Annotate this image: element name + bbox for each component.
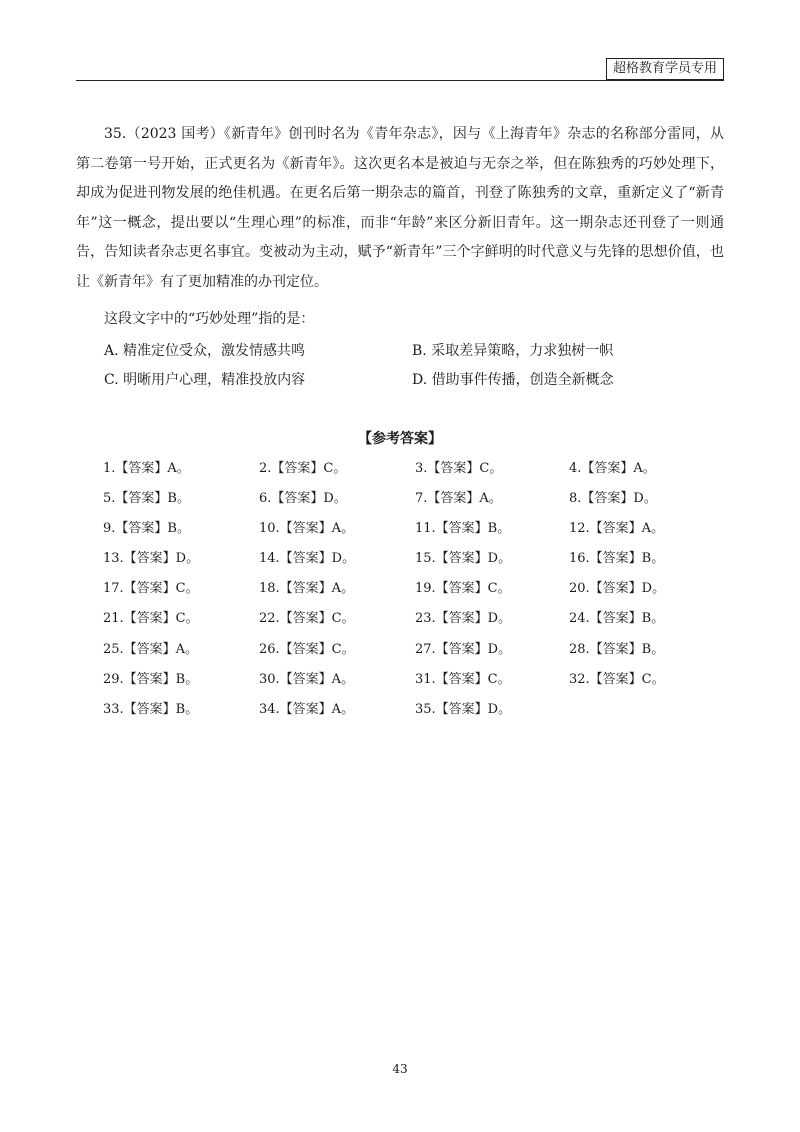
answer-item: 6.【答案】D。 xyxy=(259,491,347,507)
answers-grid xyxy=(103,458,723,729)
answer-item: 27.【答案】D。 xyxy=(415,641,512,657)
answer-item: 25.【答案】A。 xyxy=(103,641,199,657)
answer-item: 12.【答案】A。 xyxy=(569,521,665,537)
answer-item: 11.【答案】B。 xyxy=(415,521,511,537)
answer-item: 1.【答案】A。 xyxy=(103,461,190,476)
answer-item: 33.【答案】B。 xyxy=(103,701,199,717)
option-a: A. 精准定位受众，激发情感共鸣 xyxy=(104,343,306,359)
answer-item: 29.【答案】B。 xyxy=(103,671,199,687)
answer-item: 35.【答案】D。 xyxy=(415,701,512,717)
answer-item: 15.【答案】D。 xyxy=(415,551,512,567)
answer-item: 21.【答案】C。 xyxy=(103,611,199,627)
answer-item: 13.【答案】D。 xyxy=(103,551,200,567)
answer-item: 34.【答案】A。 xyxy=(259,701,355,717)
answer-item: 2.【答案】C。 xyxy=(259,461,347,476)
answer-item: 10.【答案】A。 xyxy=(259,521,355,537)
answer-item: 17.【答案】C。 xyxy=(103,581,199,597)
question-prompt: 这段文字中的“巧妙处理”指的是： xyxy=(104,311,315,327)
answer-item: 16.【答案】B。 xyxy=(569,551,665,567)
option-d: D. 借助事件传播，创造全新概念 xyxy=(412,372,614,388)
answer-item: 26.【答案】C。 xyxy=(259,641,355,657)
answer-item: 5.【答案】B。 xyxy=(103,491,190,507)
option-c: C. 明晰用户心理，精准投放内容 xyxy=(104,372,306,388)
answer-item: 23.【答案】D。 xyxy=(415,611,512,627)
answer-item: 3.【答案】C。 xyxy=(415,461,503,476)
answer-item: 14.【答案】D。 xyxy=(259,551,356,567)
option-b: B. 采取差异策略，力求独树一帜 xyxy=(412,343,614,359)
header-badge: 超格教育学员专用 xyxy=(606,58,724,80)
answer-item: 28.【答案】B。 xyxy=(569,641,665,657)
answer-item: 8.【答案】D。 xyxy=(569,491,657,507)
answers-title: 【参考答案】 xyxy=(358,431,442,447)
answer-item: 20.【答案】D。 xyxy=(569,581,666,597)
question-text: 35.（2023 国考）《新青年》创刊时名为《青年杂志》，因与《上海青年》杂志的名称部分雷同，从第二卷第一号开始，正式更名为《新青年》。这次更名本是被迫与无奈之举，但在陈独秀的巧妙处理下，却成为促进刊物发展的绝佳机遇。在更名后第一期杂志的篇首，刊登了陈独秀的文章，重新定义了“新青年”这一概念，提出要以“生理心理”的标准，而非“年龄”来区分新旧青年。这一期杂志还刊登了一则通告，告知读者杂志更名事宜。变被动为主动，赋予“新青年”三个字鲜明的时代意义与先锋的思想价值，也让《新青年》有了更加精准的办刊定位。 xyxy=(76,126,724,290)
answer-item: 24.【答案】B。 xyxy=(569,611,665,627)
answer-item: 31.【答案】C。 xyxy=(415,671,511,687)
answer-item: 9.【答案】B。 xyxy=(103,521,190,537)
answer-item: 7.【答案】A。 xyxy=(415,491,502,507)
answer-item: 4.【答案】A。 xyxy=(569,461,656,476)
answer-item: 19.【答案】C。 xyxy=(415,581,511,597)
answer-item: 18.【答案】A。 xyxy=(259,581,355,597)
page-number: 43 xyxy=(392,1062,408,1076)
answer-item: 32.【答案】C。 xyxy=(569,671,665,687)
answer-item: 30.【答案】A。 xyxy=(259,671,355,687)
answer-item: 22.【答案】C。 xyxy=(259,611,355,627)
header-divider xyxy=(76,80,724,81)
